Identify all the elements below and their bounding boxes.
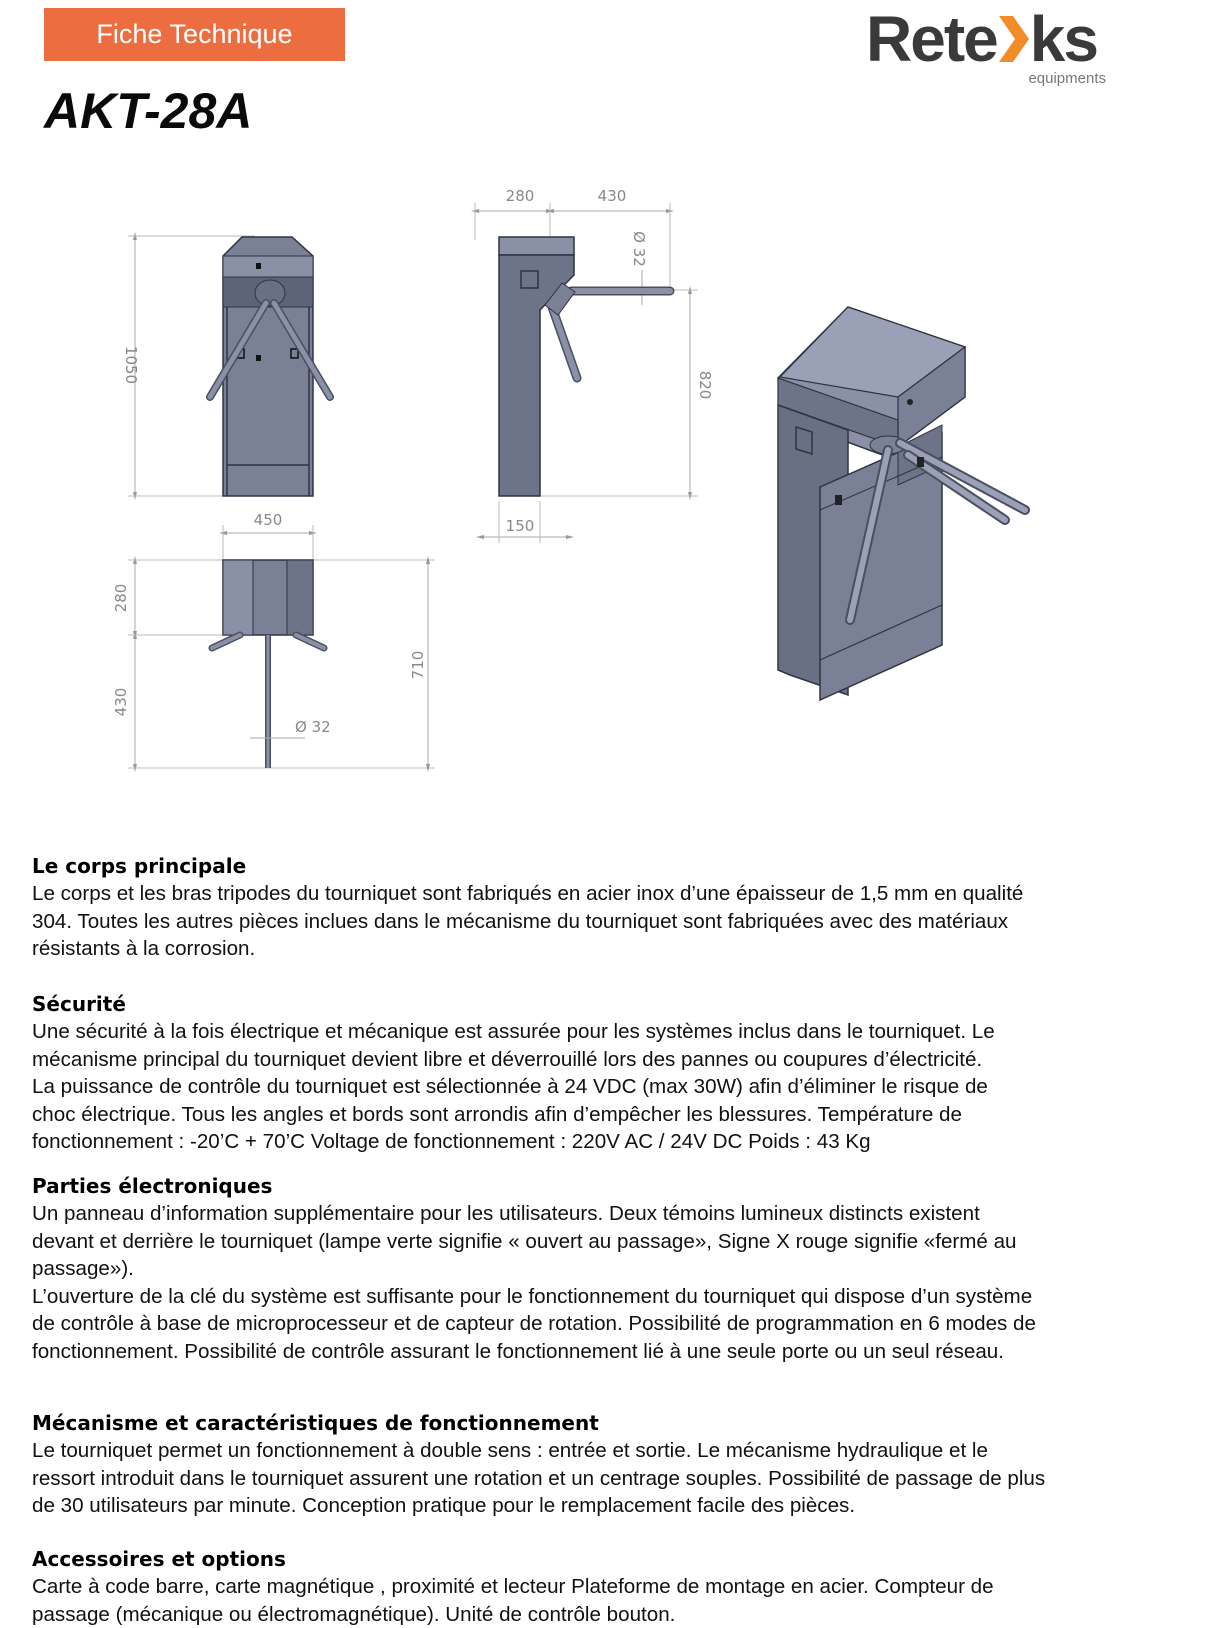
section-line: 304. Toutes les autres pièces inclues dans le mécanisme du tourniquet sont fabriquées avec des matériaux [32,909,1009,933]
section-line: ressort introduit dans le tourniquet assurent une rotation et un centrage souples. Possibilité de passage de plus [32,1466,1046,1490]
section-title: Le corps principale [32,854,247,878]
section-mecanisme [32,1410,1045,1520]
section-title: Sécurité [32,992,126,1016]
section-title: Mécanisme et caractéristiques de fonctionnement [32,1411,599,1435]
dim-side-depth: 280 [505,187,535,205]
model-title: AKT-28A [44,83,253,139]
section-line: Une sécurité à la fois électrique et mécanique est assurée pour les systèmes inclus dans le tourniquet. Le [32,1020,995,1043]
fiche-technique-badge: Fiche Technique [44,8,345,61]
logo-wordmark [866,4,1097,74]
dim-top-width: 450 [253,511,283,529]
section-title: Parties électroniques [32,1174,273,1198]
section-accessoires [32,1546,994,1628]
section-line: L’ouverture de la clé du système est suffisante pour le fonctionnement du tourniquet qui dispose d’un système [32,1284,1033,1308]
section-line: mécanisme principal du tourniquet devient libre et déverrouillé lors des pannes ou coupures d’électricité. [32,1047,983,1071]
section-line: fonctionnement. Possibilité de contrôle assurant le fonctionnement lié à une seule porte ou un seul réseau. [32,1339,1004,1363]
section-line: de 30 utilisateurs par minute. Conception pratique pour le remplacement facile des pièces. [32,1494,856,1517]
dim-side-arm-diameter: Ø 32 [630,231,648,267]
section-line: choc électrique. Tous les angles et bords sont arrondis afin d’empêcher les blessures. Température de [32,1102,962,1126]
section-line: Le corps et les bras tripodes du tourniquet sont fabriqués en acier inox d’une épaisseur de 1,5 mm en qualité [32,882,1024,905]
top-view [112,511,435,768]
technical-drawing [30,165,1180,795]
dim-top-body-depth: 280 [112,583,130,613]
section-line: fonctionnement : -20’C + 70’C Voltage de fonctionnement : 220V AC / 24V DC Poids : 43 Kg [32,1130,871,1153]
dim-top-total: 710 [409,650,427,680]
logo-text-part2: ks [1029,3,1097,75]
section-line: Un panneau d’information supplémentaire pour les utilisateurs. Deux témoins lumineux distincts existent [32,1202,980,1225]
section-line: La puissance de contrôle du tourniquet est sélectionnée à 24 VDC (max 30W) afin d’éliminer le risque de [32,1075,988,1098]
section-securite [32,991,995,1156]
isometric-view [778,307,1025,700]
section-parties-electroniques [32,1173,1036,1365]
logo-k-chevron-icon [999,16,1029,62]
dim-top-arm-diameter: Ø 32 [295,718,331,736]
dim-top-arm: 430 [112,687,130,717]
section-line: passage»). [32,1257,134,1280]
dim-front-height: 1050 [122,345,140,385]
front-view [122,236,330,496]
logo-tagline: equipments [1028,70,1106,87]
section-line: de contrôle à base de microprocesseur et de capteur de rotation. Possibilité de programmation en 6 modes de [32,1312,1036,1335]
section-title: Accessoires et options [32,1547,286,1571]
section-line: Carte à code barre, carte magnétique , proximité et lecteur Plateforme de montage en acier. Compteur de [32,1575,994,1598]
retexks-logo [866,4,1146,94]
dim-side-arm-height: 820 [696,370,714,400]
logo-text-part1: Rete [866,3,997,75]
dim-side-arm-length: 430 [597,187,627,205]
section-line: passage (mécanique ou électromagnétique). Unité de contrôle bouton. [32,1602,676,1626]
section-corps-principale [32,853,1023,963]
section-line: devant et derrière le tourniquet (lampe verte signifie « ouvert au passage», Signe X rouge signifie «fermé au [32,1229,1017,1253]
dim-side-base-width: 150 [505,517,535,535]
section-line: résistants à la corrosion. [32,937,256,960]
side-view [475,187,714,543]
section-line: Le tourniquet permet un fonctionnement à double sens : entrée et sortie. Le mécanisme hydraulique et le [32,1439,988,1462]
